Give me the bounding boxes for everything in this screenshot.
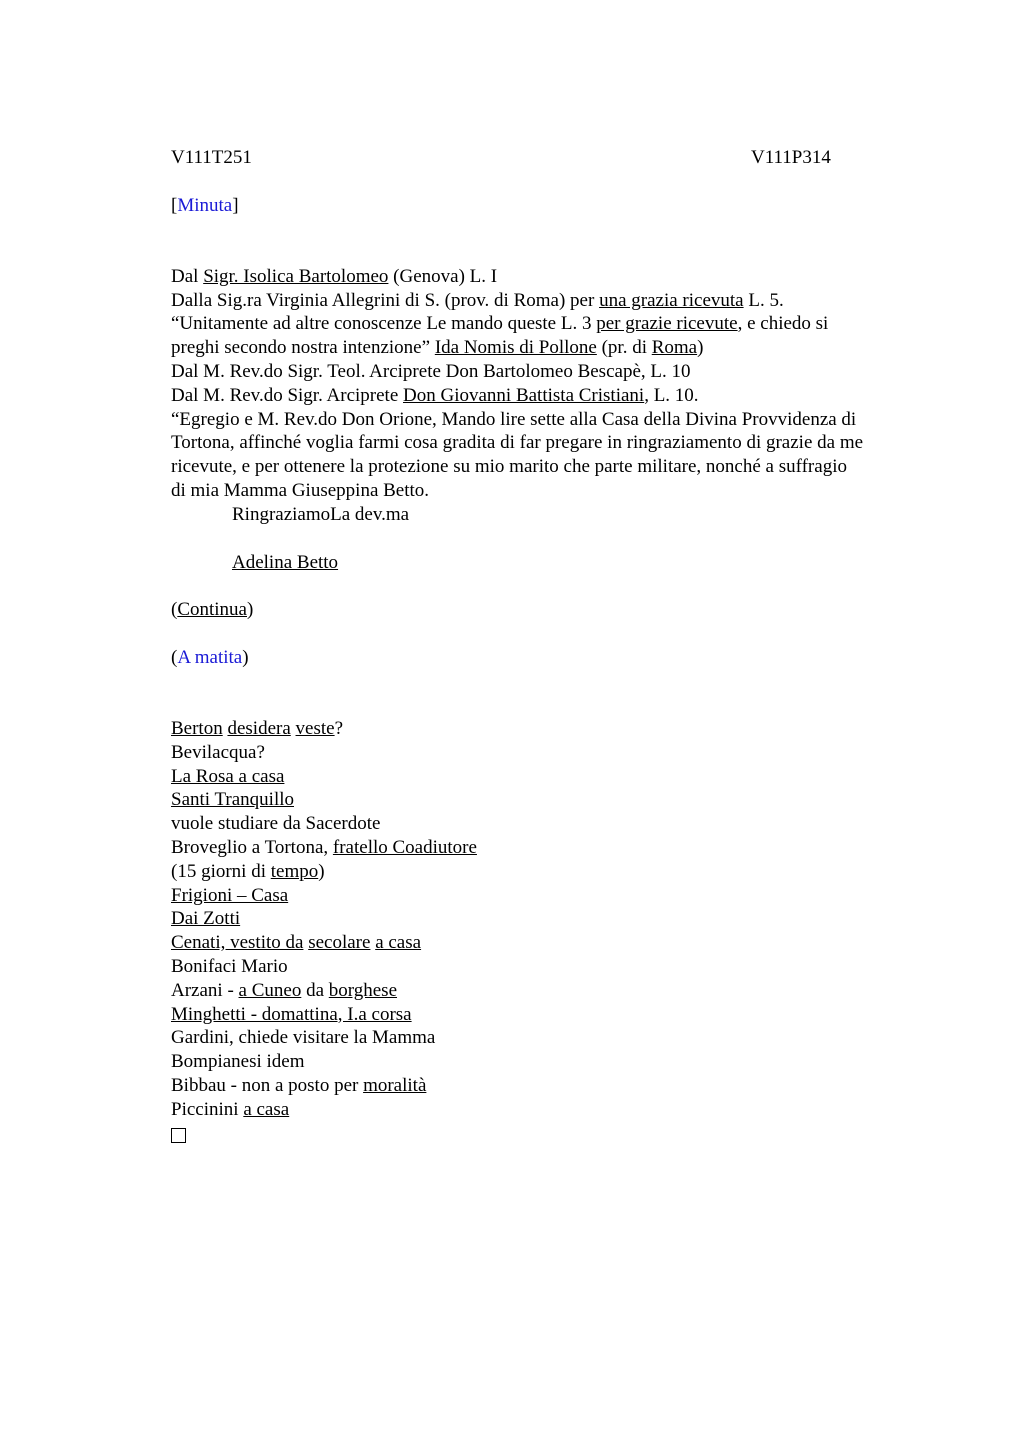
donations-list <box>171 265 941 575</box>
note-line: Bonifaci Mario <box>171 955 288 977</box>
note-line: Bompianesi idem <box>171 1051 305 1073</box>
continua-label: (Continua) <box>171 599 254 621</box>
note-line: Minghetti - domattina, I.a corsa <box>171 1003 412 1025</box>
note-line: vuole studiare da Sacerdote <box>171 813 381 835</box>
donation-line: Dal M. Rev.do Sigr. Arciprete Don Giovanni Battista Cristiani, L. 10. <box>171 384 699 406</box>
donation-line: “Unitamente ad altre conoscenze Le mando queste L. 3 per grazie ricevute, e chiedo si <box>171 313 829 335</box>
code-right: V111P314 <box>751 147 831 168</box>
donation-line: Dalla Sig.ra Virginia Allegrini di S. (prov. di Roma) per una grazia ricevuta L. 5. <box>171 289 784 311</box>
donation-line: preghi secondo nostra intenzione” Ida Nomis di Pollone (pr. di Roma) <box>171 337 704 359</box>
note-line: Berton desidera veste? <box>171 717 344 739</box>
letter-signature: Adelina Betto <box>232 551 339 573</box>
note-line: Frigioni – Casa <box>171 884 289 906</box>
matita-link: A matita <box>177 647 243 669</box>
empty-box-icon <box>171 1122 941 1150</box>
note-line: Cenati, vestito da secolare a casa <box>171 932 422 954</box>
document-page <box>171 146 941 1149</box>
note-line: (15 giorni di tempo) <box>171 860 325 882</box>
note-line: Bevilacqua? <box>171 741 265 763</box>
code-left: V111T251 <box>171 147 252 168</box>
note-line: La Rosa a casa <box>171 765 285 787</box>
minuta-label: [Minuta] <box>171 195 239 216</box>
minuta-link: Minuta <box>177 195 233 216</box>
matita-label: (A matita) <box>171 647 249 669</box>
letter-line: Tortona, affinché voglia farmi cosa gradita di far pregare in ringraziamento di grazie da me <box>171 432 864 454</box>
note-line: Bibbau - non a posto per moralità <box>171 1074 427 1096</box>
note-line: Gardini, chiede visitare la Mamma <box>171 1027 436 1049</box>
letter-line: ricevute, e per ottenere la protezione su mio marito che parte militare, nonché a suffragio <box>171 456 847 478</box>
note-line: Santi Tranquillo <box>171 789 294 811</box>
note-line: Dai Zotti <box>171 908 241 930</box>
letter-closing: RingraziamoLa dev.ma <box>232 503 410 525</box>
square-icon <box>171 1128 186 1143</box>
note-line: Arzani - a Cuneo da borghese <box>171 979 398 1001</box>
notes-list <box>171 717 941 1149</box>
note-line: Broveglio a Tortona, fratello Coadiutore <box>171 836 477 858</box>
note-line: Piccinini a casa <box>171 1098 290 1120</box>
donation-line: Dal M. Rev.do Sigr. Teol. Arciprete Don Bartolomeo Bescapè, L. 10 <box>171 360 691 382</box>
donation-line: Dal Sigr. Isolica Bartolomeo (Genova) L. I <box>171 265 498 287</box>
letter-line: di mia Mamma Giuseppina Betto. <box>171 479 430 501</box>
letter-line: “Egregio e M. Rev.do Don Orione, Mando lire sette alla Casa della Divina Provvidenza di <box>171 408 857 430</box>
continua-link: Continua <box>177 599 247 621</box>
document-header <box>171 146 941 170</box>
